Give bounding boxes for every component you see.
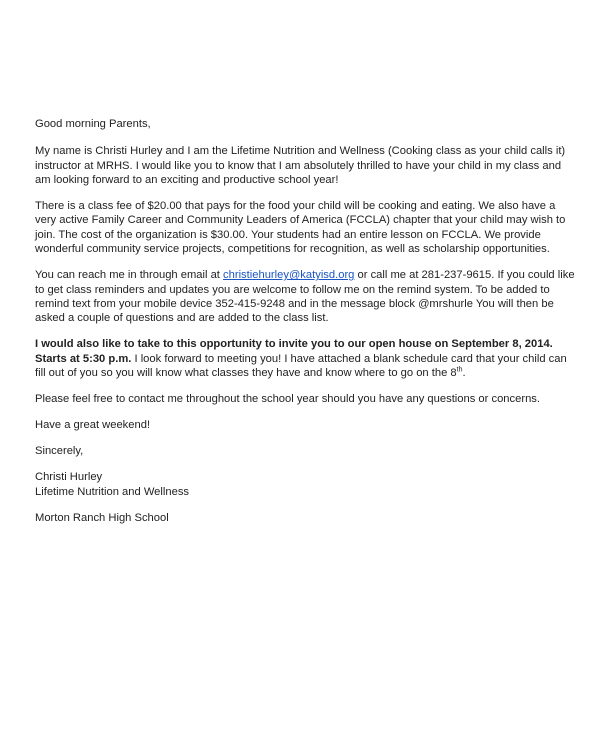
open-house-invite: I would also like to take to this opportunity to invite you to our open house on September 8, 2014. Starts at 5:30 p.m. xyxy=(35,338,553,365)
class-fee-paragraph: There is a class fee of $20.00 that pays for the food your child will be cooking and eating. We also have a very active Family Career and Community Leaders of America (FCCLA) chapter that your child may wish to join. The cost of the organization is $30.00. Your students had an entire lesson on FCCLA. We provide wonderful community service projects, competitions for recognition, as well as scholarship opportunities. xyxy=(35,200,566,256)
ordinal-suffix: th xyxy=(456,366,463,374)
signature-name: Christi Hurley xyxy=(35,471,103,484)
contact-paragraph xyxy=(35,268,575,326)
closing: Sincerely, xyxy=(35,445,84,458)
intro-paragraph: My name is Christi Hurley and I am the Lifetime Nutrition and Wellness (Cooking class as your child calls it) instructor at MRHS. I would like you to know that I am absolutely thrilled to have your child in my class and am looking forward to an exciting and productive school year! xyxy=(35,145,566,187)
greeting: Good morning Parents, xyxy=(35,118,151,130)
contact-text-end: or call me at 281-237-9615. If you could like to get class reminders and updates you are welcome to follow me on the remind system. To be added to remind text from your mobile device 352-415-9248 and in the message block @mrshurle You will then be asked a couple of questions and are added to the class list. xyxy=(35,269,575,325)
questions-paragraph: Please feel free to contact me throughout the school year should you have any questions or concerns. xyxy=(35,393,540,406)
weekend-line: Have a great weekend! xyxy=(35,419,151,432)
email-link[interactable]: christiehurley@katyisd.org xyxy=(223,269,355,282)
letter-page xyxy=(35,117,575,537)
school-name: Morton Ranch High School xyxy=(35,511,169,524)
signature-title: Lifetime Nutrition and Wellness xyxy=(35,485,190,498)
contact-text-start: You can reach me in through email at xyxy=(35,269,224,282)
open-house-details: I look forward to meeting you! I have attached a blank schedule card that your child can fill out of you so you will know what classes they have and know where to go on the 8 xyxy=(35,352,567,380)
open-house-paragraph xyxy=(35,337,575,380)
open-house-period: . xyxy=(462,367,466,380)
